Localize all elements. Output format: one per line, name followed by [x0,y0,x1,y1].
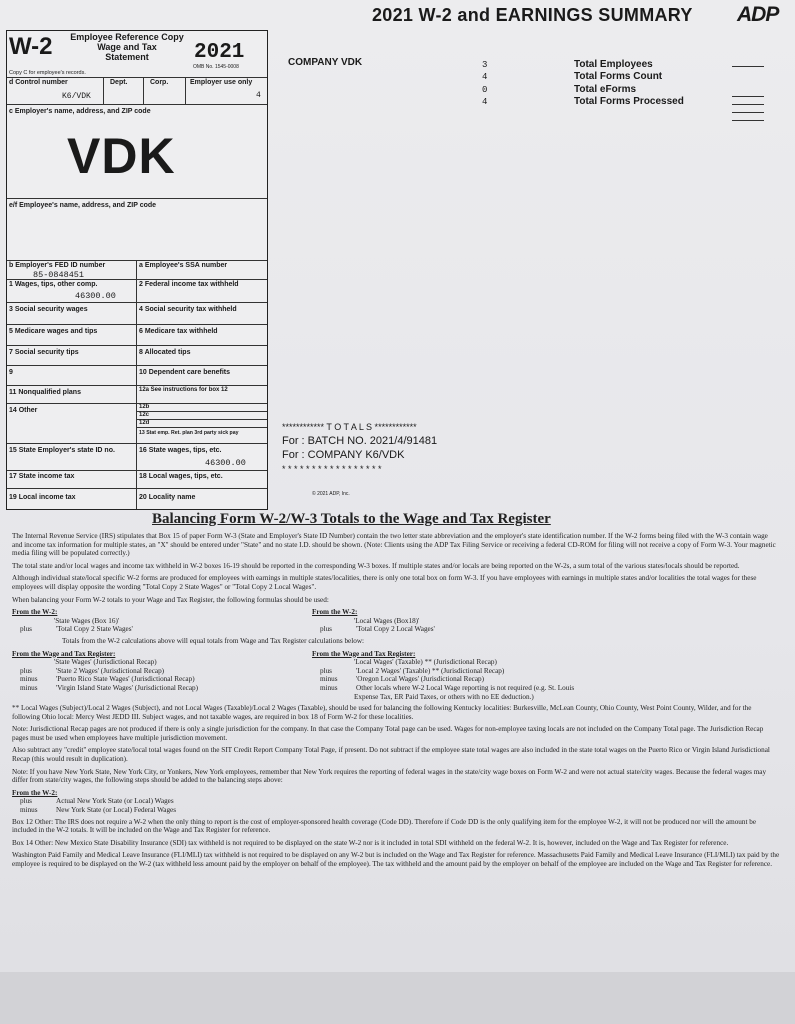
count-employees: 3 [482,60,488,70]
w2-header [59,32,195,62]
formula-line: 'Virgin Island State Wages' (Jurisdictional Recap) [56,683,199,692]
formula-line: New York State (or Local) Federal Wages [56,806,177,815]
ssa-box [137,261,267,280]
operator: plus [20,625,32,634]
box-10-label: 10 Dependent care benefits [139,369,231,376]
box-6-label: 6 Medicare tax withheld [139,328,218,335]
box-14-label: 14 Other [9,407,38,414]
box-7-label: 7 Social security tips [9,349,79,356]
page-title: 2021 W-2 and EARNINGS SUMMARY [372,5,693,25]
formula-line: 'State Wages' (Jurisdictional Recap) [54,658,157,667]
operator: plus [320,625,332,634]
copyright: © 2021 ADP, Inc. [312,491,350,497]
paragraph: Although individual state/local specific W-2 forms are produced for employees with earnings in multiple states/localities, there is only one total box on form W-3. If you have employees with earnings in multiple states and/or localities the total wages for these employees will display opposite the wording "Total Copy 2 State Wages" or "Total Copy 2 Local Wages". [12,574,757,591]
summary-labels [574,59,684,108]
operator: minus [320,683,338,692]
box-13 [137,428,267,444]
operator: minus [20,675,38,684]
dept-label: Dept. [110,79,128,86]
w2-year: 2021 [194,41,245,64]
box-12c-label: 12c [139,412,150,418]
box-3-label: 3 Social security wages [9,306,88,313]
stars-line: * * * * * * * * * * * * * * * * * [282,464,382,474]
operator: plus [320,666,332,675]
formula-line: Other locals where W-2 Local Wage reporting is not required (e.g. St. Louis [356,683,575,692]
box-20-label: 20 Locality name [139,494,196,501]
paragraph: The total state and/or local wages and income tax withheld in W-2 boxes 16-19 should be reported in the corresponding W-3 boxes. If multiple states and/or locals are being reported on the W-2s, a sum total of the various states/locals should be reported. [12,561,740,570]
rule-line [732,104,764,105]
totals-heading: ************ T O T A L S ************ [282,422,417,432]
w2-ref-line1: Employee Reference Copy [70,32,184,42]
operator: plus [20,797,32,806]
label-total-forms-processed: Total Forms Processed [574,95,684,107]
box-2-label: 2 Federal income tax withheld [139,281,239,288]
box-19-label: 19 Local income tax [9,494,76,501]
rule-line [732,112,764,113]
box-8 [137,346,267,366]
from-w2-heading: From the W-2: [12,788,58,797]
box-7 [7,346,137,366]
company-name: COMPANY VDK [288,57,363,68]
from-w2-heading: From the W-2: [12,608,58,617]
employer-use-value: 4 [256,91,261,100]
paragraph: ** Local Wages (Subject)/Local 2 Wages (Subject), and not Local Wages (Taxable)/Local 2 Wages (Taxable), should be used for balancing the following Kentucky localities: Burkesville, McLean County, Ohio County, West Point County, Wilder, and for the following Ohio local: Mercy West JEDD III. Subject wages, and not taxable wages, are required in box 18 of Form W-2 for these localities. [12,704,752,721]
paragraph: Totals from the W-2 calculations above will equal totals from Wage and Tax Register calculations below: [62,636,365,645]
formula-line: 'Local Wages' (Taxable) ** (Jurisdictional Recap) [354,658,497,667]
box-11-label: 11 Nonqualified plans [9,389,81,396]
w2-ref-line3: Statement [105,52,149,62]
box-11 [7,386,137,404]
box-15 [7,444,137,471]
box-16-value: 46300.00 [205,458,246,468]
box-12b [137,404,267,412]
box-5 [7,325,137,346]
paragraph: The Internal Revenue Service (IRS) stipulates that Box 15 of paper Form W-3 (State and Employer's State ID Number) contain the two letter state abbreviation and the employer's state identification number. If the W-2 forms being filed with the W-3 contain wage and income tax information for multiple states, an "X" should be entered under "State" and no state I.D. should be shown. (Note: Clients using the ADP Tax Filing Service or receiving a federal CD-ROM for filing will not receive a copy of Form W-3. Your magnetic media filing will be populated correctly.) [12,532,776,558]
operator: minus [20,806,38,815]
operator: plus [20,666,32,675]
box-1 [7,280,137,303]
box-17-label: 17 State income tax [9,473,75,480]
employer-name: VDK [67,128,176,184]
box-19 [7,489,137,509]
formula-line: 'State 2 Wages' (Jurisdictional Recap) [56,666,165,675]
bottom-margin [0,972,795,1024]
count-forms: 4 [482,72,488,83]
fed-id-label: b Employer's FED ID number [9,262,106,269]
control-number-value: K6/VDK [62,92,91,101]
box-5-label: 5 Medicare wages and tips [9,328,98,335]
summary-counts [482,59,487,108]
w2-form [6,30,268,510]
formula-line: 'Local 2 Wages' (Taxable) ** (Jurisdictional Recap) [356,666,505,675]
box-4-label: 4 Social security tax withheld [139,306,237,313]
box-3 [7,303,137,325]
count-processed: 4 [482,96,488,107]
box-12a-label: 12a See instructions for box 12 [139,387,228,393]
formula-line: 'Local Wages (Box18)' [354,616,420,625]
control-number-label: d Control number [9,79,68,86]
box-13-label: 13 Stat emp. Ret. plan 3rd party sick pay [139,430,239,436]
w2-formula [12,608,780,634]
paragraph: Note: If you have New York State, New York City, or Yonkers, New York employees, remember that New York requires the reporting of federal wages in the state/city wage boxes on Form W-2 and were not actual state/city wages. Because the federal wages may differ from state/city wages, the following steps should be added to the balancing steps above: [12,767,767,785]
ssa-label: a Employee's SSA number [139,262,228,269]
box-9 [7,366,137,386]
formula-line: 'Puerto Rico State Wages' (Jurisdictional Recap) [56,675,195,684]
control-number-box [7,77,104,105]
corp-box [144,77,186,105]
label-total-forms-count: Total Forms Count [574,71,663,83]
fed-id-box [7,261,137,280]
box-20 [137,489,267,509]
box-6 [137,325,267,346]
box-12c [137,412,267,420]
employee-box [7,199,267,261]
formula-line: Expense Tax, ER Paid Taxes, or others with no EE deduction.) [354,692,534,701]
label-total-employees: Total Employees [574,59,653,70]
count-eforms: 0 [482,84,488,95]
company-line: For : COMPANY K6/VDK [282,449,405,461]
box-14 [7,404,137,444]
operator: minus [20,683,38,692]
formula-line: 'Total Copy 2 Local Wages' [356,625,435,634]
formula-line: 'State Wages (Box 16)' [54,616,120,625]
employee-label: e/f Employee's name, address, and ZIP code [9,202,157,209]
totals-block [282,420,437,476]
box-12d-label: 12d [139,420,150,426]
box-10 [137,366,267,386]
instructions-section [12,510,780,873]
label-total-eforms: Total eForms [574,83,637,95]
box-4 [137,303,267,325]
box-16 [137,444,267,471]
fed-id-value: 85-0848451 [33,270,85,280]
box-12b-label: 12b [139,404,150,410]
corp-label: Corp. [150,79,169,86]
copy-c-note: Copy C for employee's records. [9,70,86,76]
box-18-label: 18 Local wages, tips, etc. [139,473,223,480]
omb-number: OMB No. 1545-0008 [193,64,239,70]
from-register-heading: From the Wage and Tax Register: [312,649,416,658]
box-9-label: 9 [9,369,13,376]
w2-form-label: W-2 [9,33,53,60]
paragraph: Washington Paid Family and Medical Leave Insurance (FLI/MLI) tax withheld is not required to be displayed on any W-2 but is included on the Wage and Tax Register for reference. Massachusetts Paid Family and Medical Leave Insurance (FLI/MLI) tax paid by the employee is required to be displayed on the W-2 (tax withheld less amount paid by the employer on behalf of the employee). The tax withheld and the amount paid by the employer on behalf of the employee are included on the Wage and Tax Register for reference. [12,851,780,868]
w2-ref-line2: Wage and Tax [97,42,157,52]
box-12d [137,420,267,428]
paragraph: Box 14 Other: New Mexico State Disability Insurance (SDI) tax withheld is not required to be displayed on the state W-2 nor is it included in total SDI withheld on the federal W-2. It is, however, included on the Wage and Tax Register for reference. [12,838,729,847]
rule-line [732,96,764,97]
register-formula [12,650,780,702]
dept-box [104,77,144,105]
rule-line [732,66,764,67]
box-8-label: 8 Allocated tips [139,349,191,356]
employer-use-label: Employer use only [190,79,253,86]
instructions-title: Balancing Form W-2/W-3 Totals to the Wage and Tax Register [152,511,551,527]
paragraph: When balancing your Form W-2 totals to your Wage and Tax Register, the following formulas should be used: [12,595,329,604]
box-16-label: 16 State wages, tips, etc. [139,447,222,454]
box-1-label: 1 Wages, tips, other comp. [9,281,98,288]
from-register-heading: From the Wage and Tax Register: [12,649,116,658]
adp-logo: ADP [737,3,779,26]
box-18 [137,471,267,489]
box-15-label: 15 State Employer's state ID no. [9,447,115,454]
formula-line: 'Oregon Local Wages' (Jurisdictional Recap) [356,675,485,684]
employer-use-box [186,77,267,105]
employer-label: c Employer's name, address, and ZIP code [9,108,151,115]
box-2 [137,280,267,303]
batch-line: For : BATCH NO. 2021/4/91481 [282,435,438,447]
from-w2-heading: From the W-2: [312,608,358,617]
box-12a [137,386,267,404]
paragraph: Also subtract any "credit" employee state/local total wages found on the SIT Credit Report Company Total Page, if present. Do not subtract if the employee state total wages are also included in the state total wages on the Puerto Rico or Virgin Island Jurisdictional Recap (this would result in duplication). [12,746,770,764]
box-17 [7,471,137,489]
formula-line: 'Total Copy 2 State Wages' [56,625,133,634]
paragraph: Note: Jurisdictional Recap pages are not produced if there is only a single jurisdiction for the company. In that case the Company Total page can be used. Wages for non-employee taxing locals are not included on the Company Total page. The Jurisdiction Recap pages must be used when employees have multiple jurisdiction movement. [12,725,764,742]
box-1-value: 46300.00 [75,291,116,301]
operator: minus [320,675,338,684]
formula-line: Actual New York State (or Local) Wages [56,797,174,806]
paragraph: Box 12 Other: The IRS does not require a W-2 when the only thing to report is the cost of employer-sponsored health coverage (Code DD). Therefore if Code DD is the only qualifying item for the employee W-2, it will not be produced nor will the amount be included in the W-2 totals. It will be included on the Wage and Tax Register for reference. [12,817,757,835]
rule-line [732,120,764,121]
